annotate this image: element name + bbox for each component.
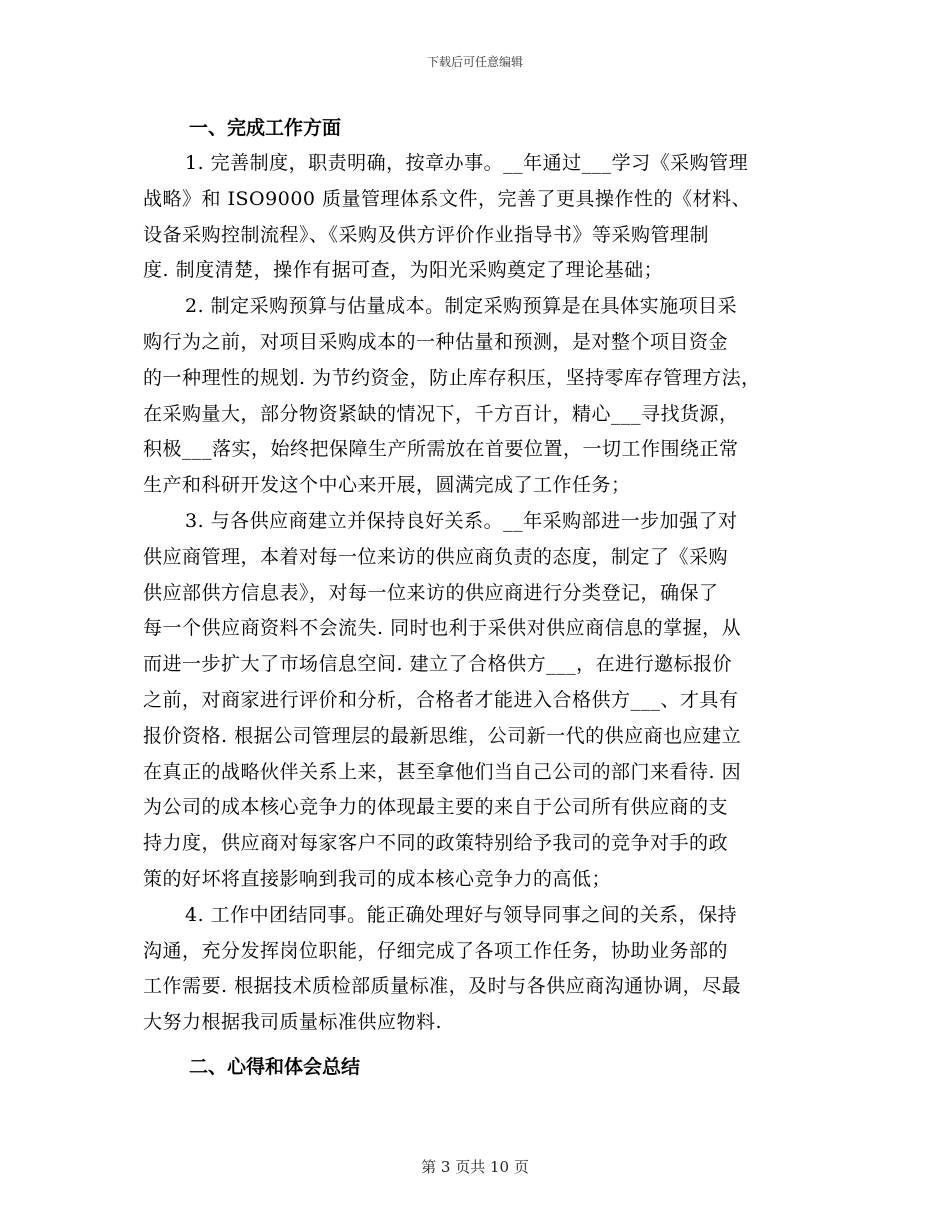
paragraph-line: 供应商管理，本着对每一位来访的供应商负责的态度，制定了《采购 [143,545,729,568]
paragraph-line: 积极___落实，始终把保障生产所需放在首要位置，一切工作围绕正常 [143,438,739,461]
paragraph-line: 为公司的成本核心竞争力的体现最主要的来自于公司所有供应商的支 [143,796,729,819]
paragraph-3 [143,504,811,898]
paragraph-line: 生产和科研开发这个中心来开展，圆满完成了工作任务； [143,474,631,497]
paragraph-4 [143,898,811,1041]
paragraph-line: 设备采购控制流程》、《采购及供方评价作业指导书》等采购管理制 [143,223,710,246]
paragraph-line: 4. 工作中团结同事。能正确处理好与领导同事之间的关系，保持 [185,903,738,926]
paragraph-line: 购行为之前，对项目采购成本的一种估量和预测，是对整个项目资金 [143,330,729,353]
paragraph-line: 在真正的战略伙伴关系上来，甚至拿他们当自己公司的部门来看待. 因 [143,760,742,783]
page-number: 第 3 页共 10 页 [421,1158,529,1176]
paragraph-line: 而进一步扩大了市场信息空间. 建立了合格供方___，在进行邀标报价 [143,653,733,676]
paragraph-line: 2. 制定采购预算与估量成本。制定采购预算是在具体实施项目采 [185,295,738,318]
section-heading-1: 一、完成工作方面 [189,117,342,139]
paragraph-line: 战略》和 ISO9000 质量管理体系文件，完善了更具操作性的《材料、 [143,187,752,210]
paragraph-line: 1. 完善制度，职责明确，按章办事。__年通过___学习《采购管理 [185,152,749,174]
paragraph-1 [143,146,811,289]
spacer [143,1041,811,1049]
paragraph-line: 的一种理性的规划. 为节约资金，防止库存积压，坚持零库存管理方法， [143,366,761,389]
paragraph-2 [143,289,811,504]
paragraph-line: 3. 与各供应商建立并保持良好关系。__年采购部进一步加强了对 [185,509,738,532]
document-body [143,110,811,1085]
paragraph-line: 策的好坏将直接影响到我司的成本核心竞争力的高低； [143,867,612,890]
paragraph-line: 大努力根据我司质量标准供应物料. [143,1011,443,1034]
paragraph-line: 持力度，供应商对每家客户不同的政策特别给予我司的竞争对手的政 [143,832,729,855]
paragraph-line: 供应部供方信息表》，对每一位来访的供应商进行分类登记，确保了 [143,581,719,604]
paragraph-line: 报价资格. 根据公司管理层的最新思维，公司新一代的供应商也应建立 [143,724,742,747]
section-heading-2: 二、心得和体会总结 [189,1055,361,1078]
paragraph-line: 在采购量大，部分物资紧缺的情况下，千方百计，精心___寻找货源， [143,402,739,425]
paragraph-line: 每一个供应商资料不会流失. 同时也利于采供对供应商信息的掌握，从 [143,617,742,640]
paragraph-line: 沟通，充分发挥岗位职能，仔细完成了各项工作任务，协助业务部的 [143,939,729,962]
paragraph-line: 工作需要. 根据技术质检部质量标准，及时与各供应商沟通协调，尽最 [143,975,742,998]
paragraph-line: 度. 制度清楚，操作有据可查，为阳光采购奠定了理论基础； [143,259,664,282]
header-note: 下载后可任意编辑 [426,55,523,69]
paragraph-line: 之前，对商家进行评价和分析，合格者才能进入合格供方___、才具有 [143,688,739,711]
